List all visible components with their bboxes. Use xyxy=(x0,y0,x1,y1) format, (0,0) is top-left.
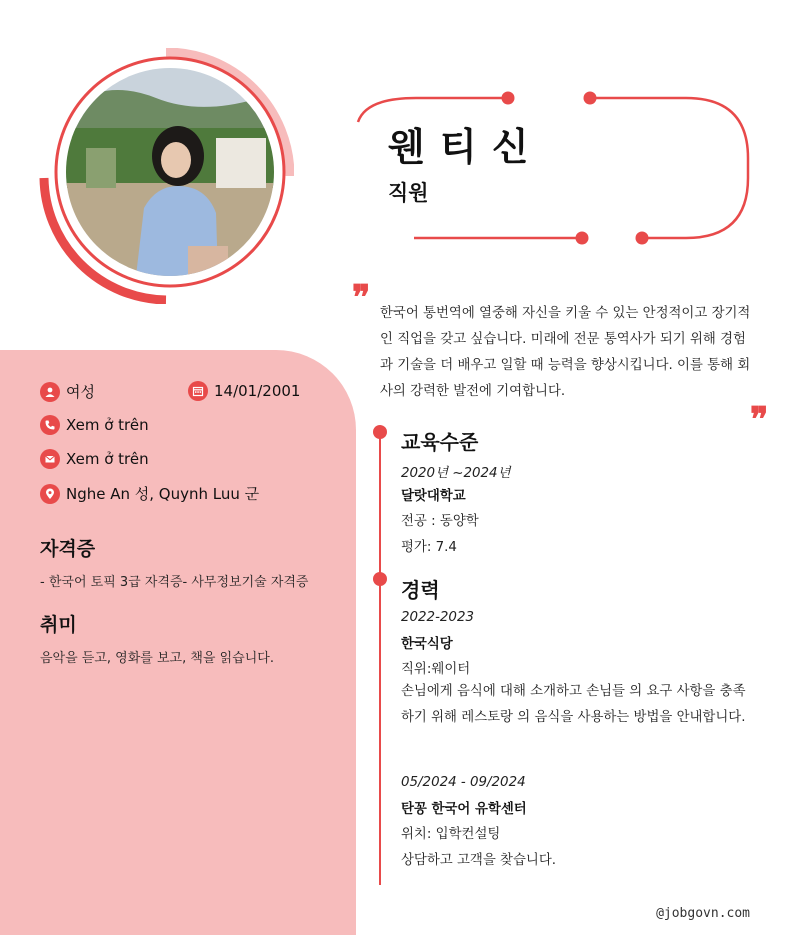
job-position: 위치: 입학컨설팅 xyxy=(401,827,501,842)
education-period: 2020년 ~2024년 xyxy=(401,466,511,481)
mail-icon xyxy=(40,449,60,469)
location-icon xyxy=(40,484,60,504)
user-icon xyxy=(40,382,60,402)
watermark: @jobgovn.com xyxy=(656,906,750,921)
full-name: 웬 티 신 xyxy=(388,125,530,169)
quote-close-icon: ❞ xyxy=(750,402,769,439)
education-title: 교육수준 xyxy=(401,430,479,454)
gender-value: 여성 xyxy=(66,383,95,401)
certificates-text: - 한국어 토픽 3급 자격증- 사무정보기술 자격증 xyxy=(40,575,309,590)
job-period: 2022-2023 xyxy=(401,610,474,625)
career-objective: 한국어 통번역에 열중해 자신을 키울 수 있는 안정적이고 장기적인 직업을 갖고 싶습니다. 미래에 전문 통역사가 되기 위해 경험과 기술을 더 배우고 일할 때 능력을 향상시킵니다. 이를 통해 회사의 강력한 발전에 기여합니다. xyxy=(380,306,751,399)
phone-icon xyxy=(40,415,60,435)
profile-photo xyxy=(66,68,274,276)
phone-value: Xem ở trên xyxy=(66,416,149,434)
address-row xyxy=(40,483,259,504)
job-company: 탄꽁 한국어 유학센터 xyxy=(401,802,527,817)
email-value: Xem ở trên xyxy=(66,450,149,468)
address-value: Nghe An 성, Quynh Luu 군 xyxy=(66,485,260,503)
education-school: 달랏대학교 xyxy=(401,489,466,504)
timeline-line xyxy=(379,432,381,885)
avatar xyxy=(38,48,294,304)
gender-row xyxy=(40,381,95,402)
experience-title: 경력 xyxy=(401,578,440,602)
quote-open-icon: ❞ xyxy=(352,280,371,317)
job-description: 상담하고 고객을 찾습니다. xyxy=(401,853,557,868)
education-major: 전공 : 동양학 xyxy=(401,514,479,529)
job-period: 05/2024 - 09/2024 xyxy=(401,775,526,790)
email-row xyxy=(40,449,149,469)
certificates-title: 자격증 xyxy=(40,538,96,560)
job-position: 직위:웨이터 xyxy=(401,662,471,677)
job-company: 한국식당 xyxy=(401,637,453,652)
birthday-value: 14/01/2001 xyxy=(214,382,301,400)
left-panel xyxy=(0,350,356,935)
timeline-dot-experience xyxy=(373,572,387,586)
job-description: 손님에게 음식에 대해 소개하고 손님들 의 요구 사항을 충족하기 위해 레스토랑 의 음식을 사용하는 방법을 안내합니다. xyxy=(401,684,746,725)
calendar-icon xyxy=(188,381,208,401)
birthday-row xyxy=(188,381,300,401)
hobbies-text: 음악을 듣고, 영화를 보고, 책을 읽습니다. xyxy=(40,651,274,666)
job-title: 직원 xyxy=(388,181,429,205)
education-grade: 평가: 7.4 xyxy=(401,540,457,555)
hobbies-title: 취미 xyxy=(40,614,77,636)
timeline-dot-education xyxy=(373,425,387,439)
phone-row xyxy=(40,415,149,435)
